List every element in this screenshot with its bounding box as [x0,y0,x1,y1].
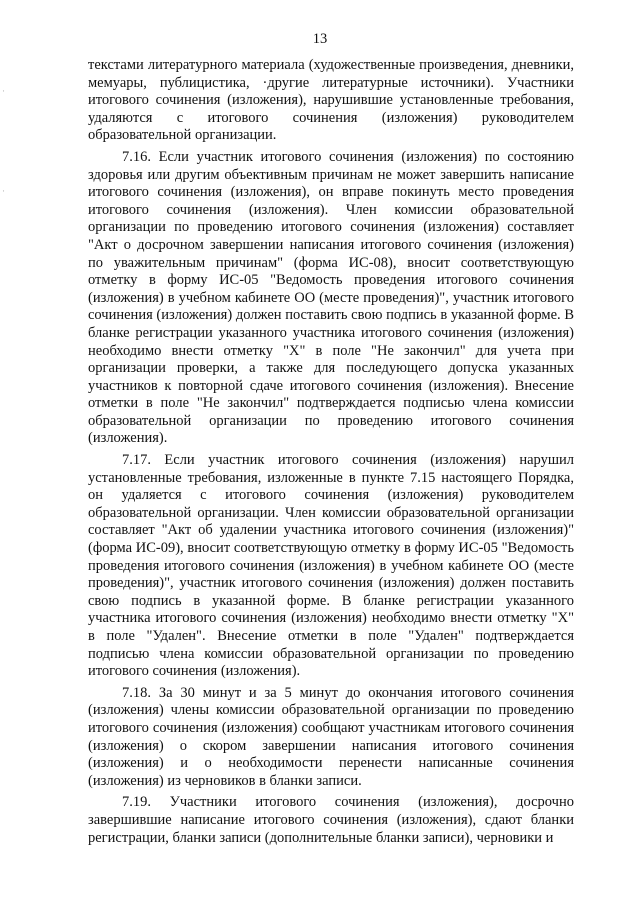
paragraph-7-17: 7.17. Если участник итогового сочинения (изложения) нарушил установленные требования, изложенные в пункте 7.15 настоящего Порядка, он удаляется с итогового сочинения (изложения) руководителем образовательной организации. Член комиссии образовательной организации составляет "Акт об удалении участника итогового сочинения (изложения)" (форма ИС-09), вносит соответствующую отметку в форму ИС-05 "Ведомость проведения итогового сочинения (изложения) в учебном кабинете ОО (месте проведения)", участник итогового сочинения (изложения) должен поставить свою подпись в указанной форме. В бланке регистрации указанного участника итогового сочинения (изложения) необходимо внести отметку "X" в поле "Удален". Внесение отметки в поле "Удален" подтверждается подписью члена комиссии образовательной организации по проведению итогового сочинения (изложения). [88,452,574,680]
paragraph-7-16: 7.16. Если участник итогового сочинения (изложения) по состоянию здоровья или другим объективным причинам не может завершить написание итогового сочинения (изложения), он вправе покинуть место проведения итогового сочинения (изложения). Член комиссии образовательной организации по проведению итогового сочинения (изложения) составляет "Акт о досрочном завершении написания итогового сочинения (изложения) по уважительным причинам" (форма ИС-08), вносит соответствующую отметку в форму ИС-05 "Ведомость проведения итогового сочинения (изложения) в учебном кабинете ОО (месте проведения)", участник итогового сочинения (изложения) должен поставить свою подпись в указанной форме. В бланке регистрации указанного участника итогового сочинения (изложения) необходимо внести отметку "X" в поле "Не закончил" для учета при организации проверки, а также для последующего допуска указанных участников к повторной сдаче итогового сочинения (изложения). Внесение отметки в поле "Не закончил" подтверждается подписью члена комиссии образовательной организации по проведению итогового сочинения (изложения). [88,148,574,447]
paragraph-continuation: текстами литературного материала (художественные произведения, дневники, мемуары, публицистика, ·другие литературные источники). Участники итогового сочинения (изложения), нарушившие установленные требования, удаляются с итогового сочинения (изложения) руководителем образовательной организации. [88,57,574,144]
paragraph-7-19: 7.19. Участники итогового сочинения (изложения), досрочно завершившие написание итогового сочинения (изложения), сдают бланки регистрации, бланки записи (дополнительные бланки записи), черновики и [88,794,574,846]
margin-scan-mark: · [2,86,5,96]
page-number: 13 [312,31,328,47]
document-body [88,57,574,847]
margin-scan-mark: · [2,186,5,196]
paragraph-7-18: 7.18. За 30 минут и за 5 минут до окончания итогового сочинения (изложения) члены комиссии образовательной организации по проведению итогового сочинения (изложения) сообщают участникам итогового сочинения (изложения) о скором завершении написания итогового сочинения (изложения) и о необходимости перенести написанные сочинения (изложения) из черновиков в бланки записи. [88,684,574,789]
